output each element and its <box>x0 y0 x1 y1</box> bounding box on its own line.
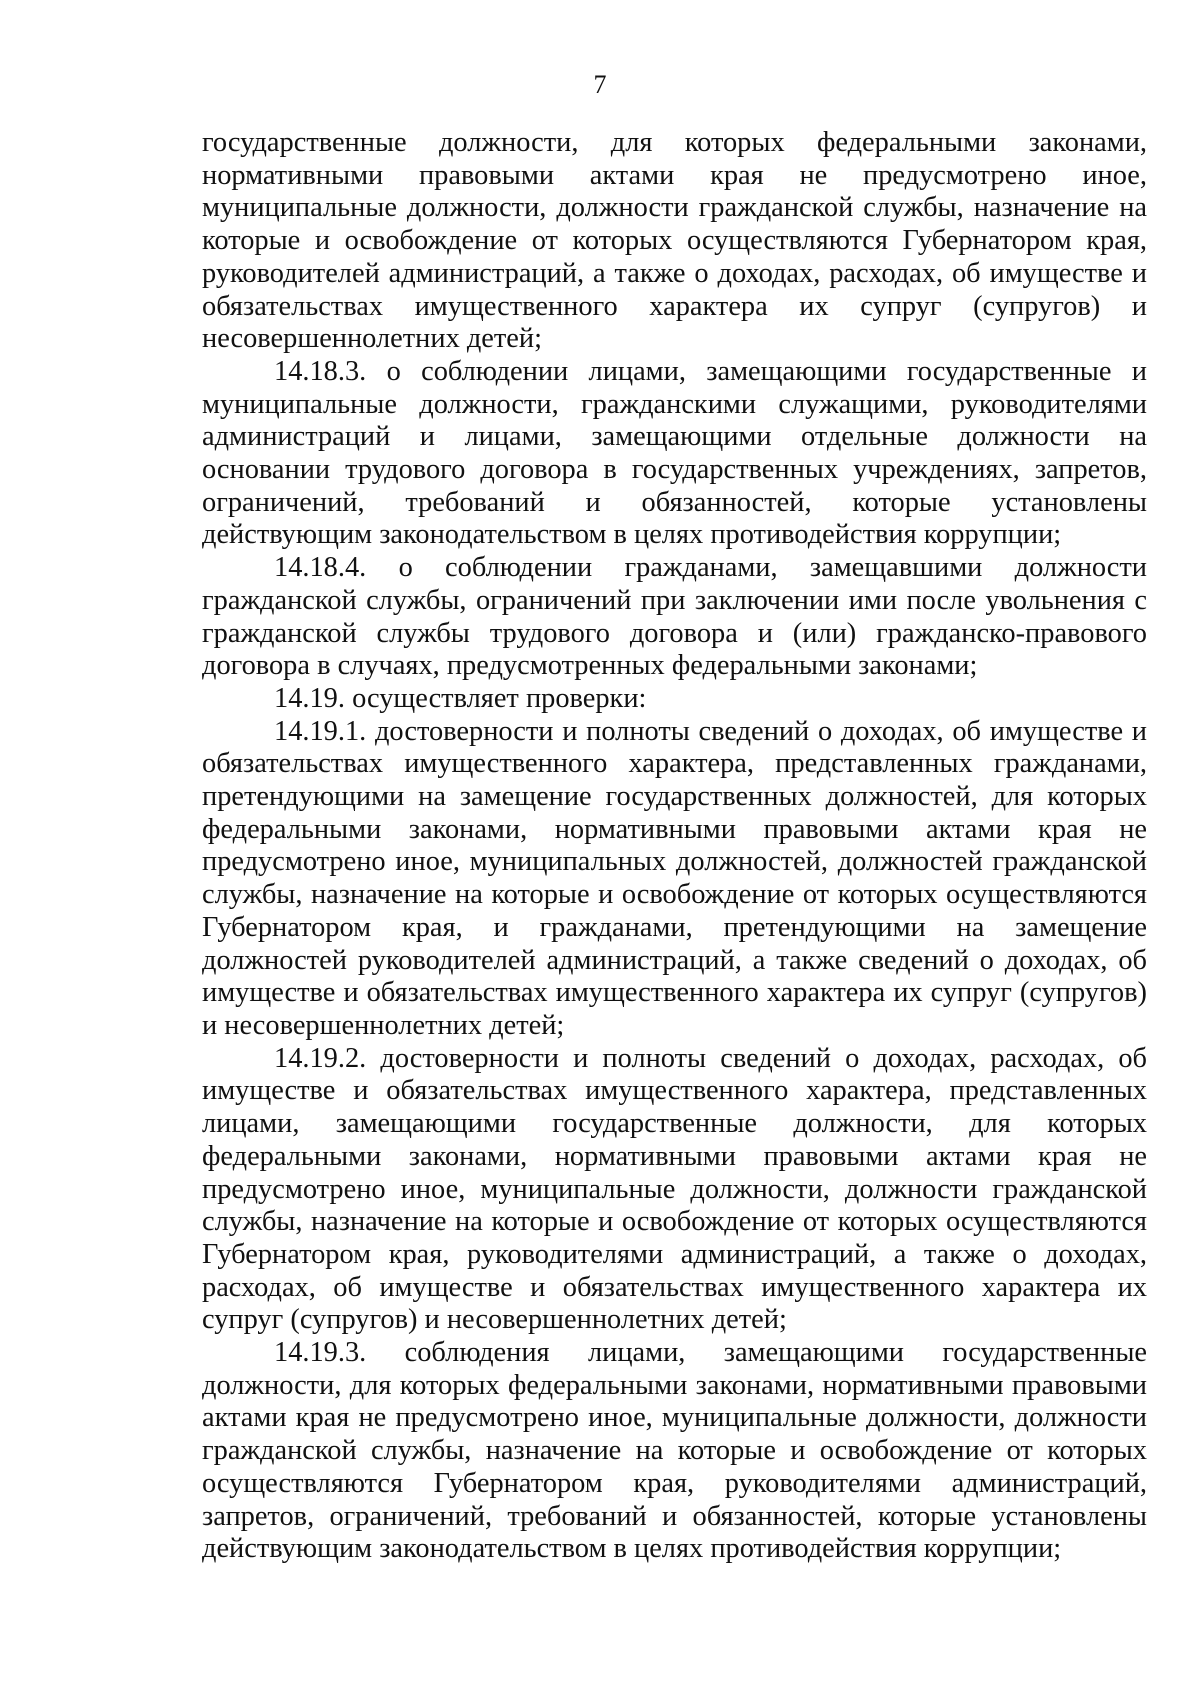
paragraph-14-19: 14.19. осуществляет проверки: <box>274 682 647 714</box>
paragraph-14-18-3: 14.18.3. о соблюдении лицами, замещающими государственные и муниципальные должности, гражданскими служащими, руководителями администраций и лицами, замещающими отдельные должности на основании трудового договора в государственных учреждениях, запретов, ограничений, требований и обязанностей, которые установлены действующим законодательством в целях противодействия коррупции; <box>202 355 1147 551</box>
paragraph-14-19-3: 14.19.3. соблюдения лицами, замещающими государственные должности, для которых федеральными законами, нормативными правовыми актами края не предусмотрено иное, муниципальные должности, должности гражданской службы, назначение на которые и освобождение от которых осуществляются Губернатором края, руководителями администраций, запретов, ограничений, требований и обязанностей, которые установлены действующим законодательством в целях противодействия коррупции; <box>202 1337 1147 1565</box>
document-body <box>202 127 1147 1566</box>
paragraph-continuation: государственные должности, для которых федеральными законами, нормативными правовыми актами края не предусмотрено иное, муниципальные должности, должности гражданской службы, назначение на которые и освобождение от которых осуществляются Губернатором края, руководителей администраций, а также о доходах, расходах, об имуществе и обязательствах имущественного характера их супруг (супругов) и несовершеннолетних детей; <box>202 127 1147 355</box>
paragraph-14-19-2: 14.19.2. достоверности и полноты сведений о доходах, расходах, об имуществе и обязательствах имущественного характера, представленных лицами, замещающими государственные должности, для которых федеральными законами, нормативными правовыми актами края не предусмотрено иное, муниципальные должности, должности гражданской службы, назначение на которые и освобождение от которых осуществляются Губернатором края, руководителями администраций, а также о доходах, расходах, об имуществе и обязательствах имущественного характера их супруг (супругов) и несовершеннолетних детей; <box>202 1042 1147 1336</box>
paragraph-14-19-1: 14.19.1. достоверности и полноты сведений о доходах, об имуществе и обязательствах имущественного характера, представленных гражданами, претендующими на замещение государственных должностей, для которых федеральными законами, нормативными правовыми актами края не предусмотрено иное, муниципальных должностей, должностей гражданской службы, назначение на которые и освобождение от которых осуществляются Губернатором края, и гражданами, претендующими на замещение должностей руководителей администраций, а также сведений о доходах, об имуществе и обязательствах имущественного характера их супруг (супругов) и несовершеннолетних детей; <box>202 715 1147 1041</box>
page-number: 7 <box>593 70 607 99</box>
paragraph-14-18-4: 14.18.4. о соблюдении гражданами, замещавшими должности гражданской службы, ограничений при заключении ими после увольнения с гражданской службы трудового договора и (или) гражданско-правового договора в случаях, предусмотренных федеральными законами; <box>202 552 1147 682</box>
